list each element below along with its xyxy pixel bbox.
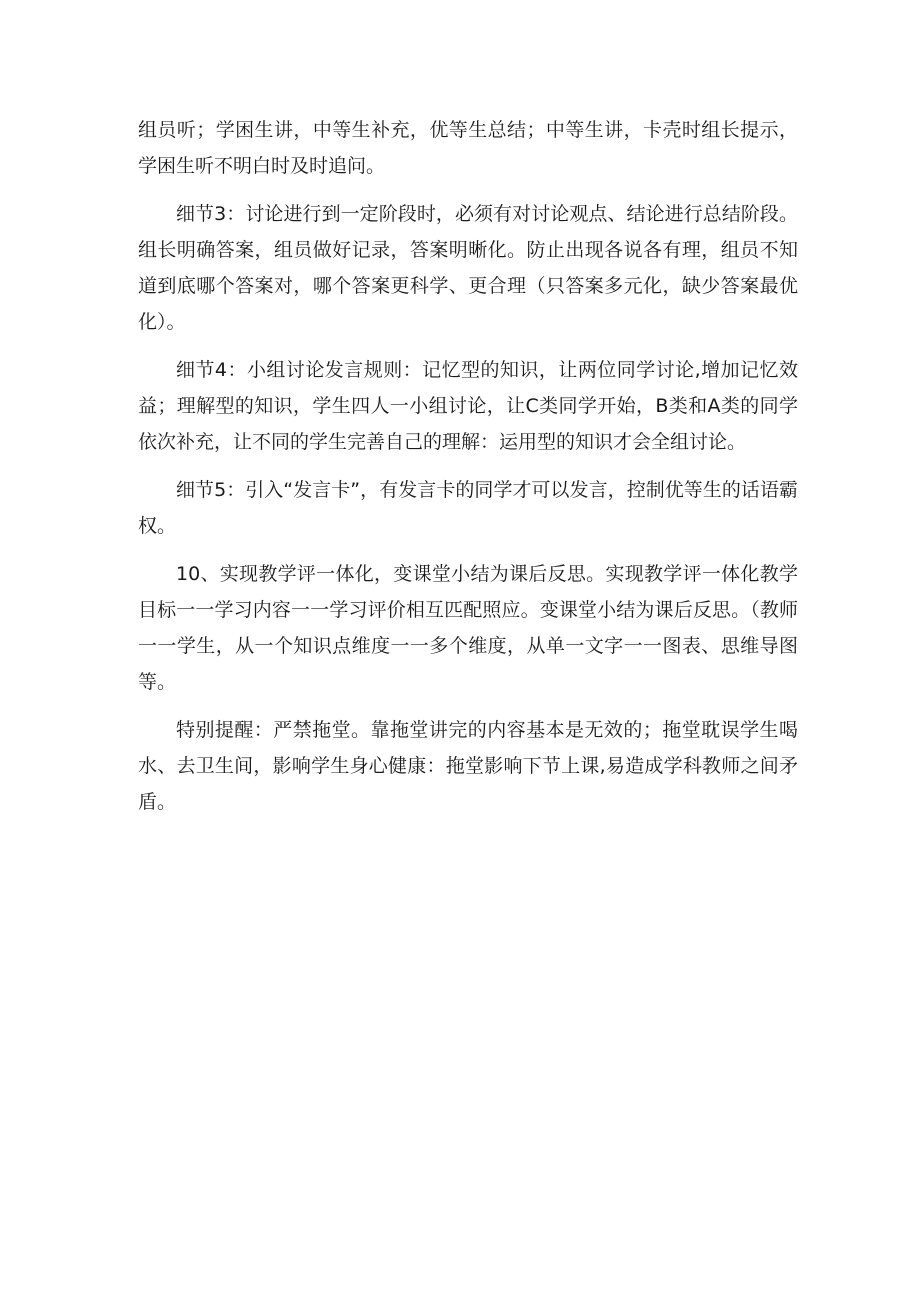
paragraph-detail-4: 细节4：小组讨论发言规则：记忆型的知识，让两位同学讨论,增加记忆效益；理解型的知识，学生四人一小组讨论，让C类同学开始，B类和A类的同学依次补充，让不同的学生完善自己的理解：运用型的知识才会全组讨论。 xyxy=(138,359,798,453)
paragraph-item-10: 10、实现教学评一体化，变课堂小结为课后反思。实现教学评一体化教学目标一一学习内容一一学习评价相互匹配照应。变课堂小结为课后反思。（教师一一学生，从一个知识点维度一一多个维度，从单一文字一一图表、思维导图等。 xyxy=(138,563,798,693)
paragraph-special-reminder: 特别提醒：严禁拖堂。靠拖堂讲完的内容基本是无效的；拖堂耽误学生喝水、去卫生间，影响学生身心健康：拖堂影响下节上课,易造成学科教师之间矛盾。 xyxy=(138,719,798,813)
paragraph-detail-3: 细节3：讨论进行到一定阶段时，必须有对讨论观点、结论进行总结阶段。组长明确答案，组员做好记录，答案明晰化。防止出现各说各有理，组员不知道到底哪个答案对，哪个答案更科学、更合理（只答案多元化，缺少答案最优化）。 xyxy=(138,203,798,333)
paragraph-continuation: 组员听；学困生讲，中等生补充，优等生总结；中等生讲，卡壳时组长提示，学困生听不明白时及时追问。 xyxy=(138,119,798,177)
paragraph-detail-5: 细节5：引入“发言卡”，有发言卡的同学才可以发言，控制优等生的话语霸权。 xyxy=(138,479,798,537)
document-body xyxy=(138,112,798,832)
